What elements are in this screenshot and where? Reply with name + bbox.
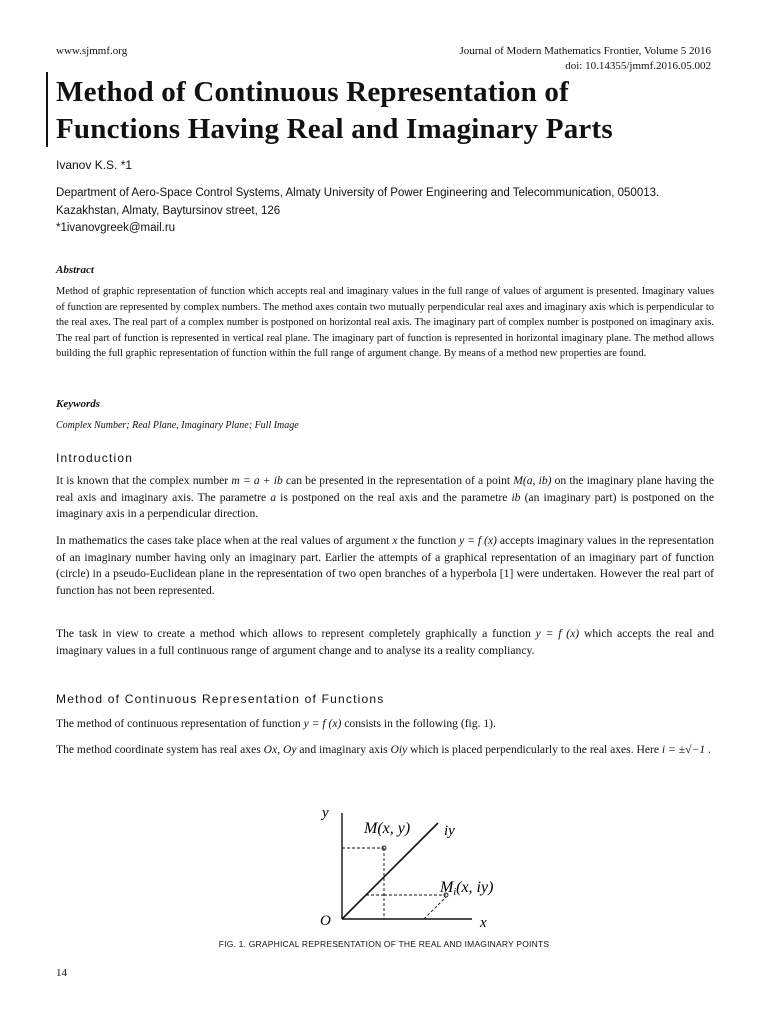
figure-caption: FIG. 1. GRAPHICAL REPRESENTATION OF THE REAL AND IMAGINARY POINTS <box>218 939 550 949</box>
keywords-label: Keywords <box>56 398 100 410</box>
intro-paragraph-2: In mathematics the cases take place when at the real values of argument x the function y = f (x) accepts imaginary values in the representation of an imaginary number having only an imaginary part. Earlier the attempts of a graphical representation of an imaginary part of function (circle) in a pseudo-Euclidean plane in the representation of two open branches of a hyperbola [1] were undertaken. However the real part of function has not been represented. <box>56 534 714 597</box>
formula: a <box>270 490 277 504</box>
title-line-1: Method of Continuous Representation of <box>56 76 569 108</box>
label-origin: O <box>320 913 331 929</box>
label-point-mi: Mi(x, iy) <box>440 879 494 898</box>
affiliation: Department of Aero-Space Control Systems, Almaty University of Power Engineering and Telecommunication, 050013. Kazakhstan, Almaty, Baytursinov street, 126 <box>56 187 660 217</box>
formula: Ox <box>263 743 278 756</box>
keywords-text: Complex Number; Real Plane, Imaginary Plane; Full Image <box>56 420 299 431</box>
formula: ib <box>511 490 521 504</box>
formula: M(a, ib) <box>513 474 552 487</box>
label-y: y <box>322 805 329 821</box>
title-line-2: Functions Having Real and Imaginary Parts <box>56 113 613 145</box>
abstract-text: Method of graphic representation of function which accepts real and imaginary values in the full range of values of argument is presented. Imaginary values of function are represented by complex numbers. The method axes contain two mutually perpendicular real axes and imaginary axis which is perpendicular to the real axes. The real part of a complex number is postponed on horizontal real axis. The imaginary part of complex number is postponed on imaginary axis. The real part of function is represented in vertical real plane. The imaginary part of function is represented in horizontal imaginary plane. The method allows building the full graphic representation of function within the full range of argument change. By means of a method new properties are found. <box>56 286 714 360</box>
formula: y = f (x) <box>303 717 342 730</box>
formula: Oy <box>282 743 297 756</box>
email: *1ivanovgreek@mail.ru <box>56 222 176 234</box>
label-point-m: M(x, y) <box>364 820 411 837</box>
doi: doi: 10.14355/jmmf.2016.05.002 <box>565 60 711 72</box>
method-paragraph-1: The method of continuous representation of function y = f (x) consists in the following (fig. 1). <box>56 717 496 730</box>
formula: x <box>392 534 398 547</box>
author: Ivanov K.S. *1 <box>56 158 133 172</box>
formula: y = f (x) <box>535 627 580 640</box>
method-paragraph-2: The method coordinate system has real axes Ox, Oy and imaginary axis Oiy which is placed perpendicularly to the real axes. Here i = ±√−1 . <box>56 743 711 756</box>
formula: i = ±√−1 <box>661 743 706 756</box>
intro-paragraph-1: It is known that the complex number m = a + ib can be presented in the representation of a point M(a, ib) on the imaginary plane having the real axis and imaginary axis. The parametre a is postponed on the real axis and the parametre ib (an imaginary part) is postponed on the imaginary axis in a perpendicular direction. <box>56 474 714 521</box>
projection-line <box>424 897 446 919</box>
figure-1-diagram <box>300 795 520 935</box>
introduction-heading: Introduction <box>56 451 134 465</box>
title-bar <box>46 72 48 147</box>
imaginary-axis <box>342 823 438 919</box>
abstract-label: Abstract <box>56 264 94 276</box>
site-url: www.sjmmf.org <box>56 45 128 57</box>
page-number: 14 <box>56 967 67 979</box>
article-title <box>56 74 756 148</box>
intro-paragraph-3: The task in view to create a method which allows to represent completely graphically a function y = f (x) which accepts the real and imaginary values in a full continuous range of argument change and to analyse its a reality compliancy. <box>56 627 714 657</box>
label-x: x <box>480 915 487 931</box>
journal-name: Journal of Modern Mathematics Frontier, Volume 5 2016 <box>459 45 711 57</box>
label-iy: iy <box>444 823 455 839</box>
formula: Oiy <box>390 743 408 756</box>
formula: y = f (x) <box>459 534 497 547</box>
formula: m = a + ib <box>231 474 283 487</box>
method-heading: Method of Continuous Representation of Functions <box>56 692 385 706</box>
